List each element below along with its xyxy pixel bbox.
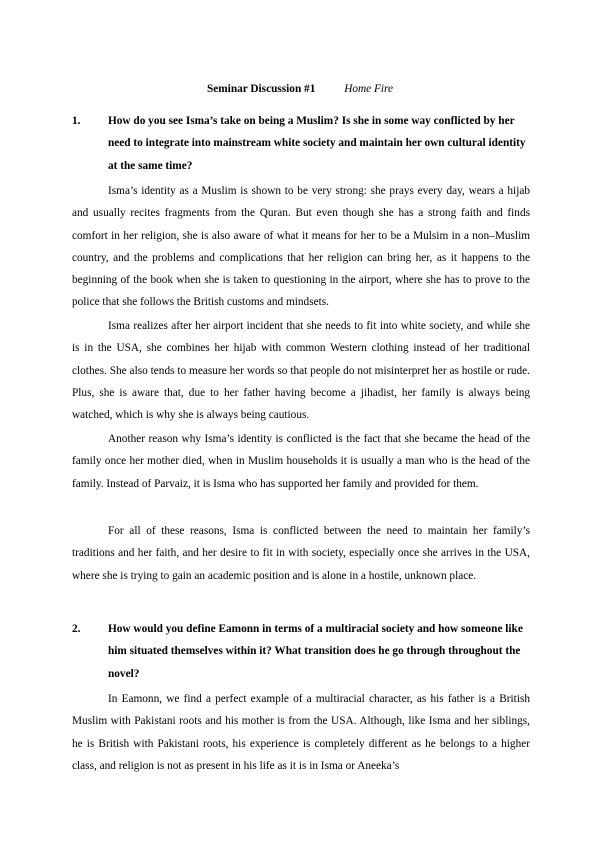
- question-number: 2.: [72, 623, 81, 635]
- seminar-title: Seminar Discussion #1: [206, 83, 316, 95]
- answer-paragraph: Another reason why Isma’s identity is conflicted is the fact that she became the head of the family once her mother died, when in Muslim households it is usually a man who is the head of the family. Instead of Parvaiz, it is Isma who has supported her family and provided for them.: [72, 433, 530, 490]
- page-title: [0, 83, 600, 95]
- question-number: 1.: [72, 115, 81, 127]
- question-2: [72, 618, 534, 685]
- question-text: How do you see Isma’s take on being a Muslim? Is she in some way conflicted by her need to integrate into mainstream white society and maintain her own cultural identity at the same time?: [108, 115, 526, 172]
- answer-paragraph: Isma’s identity as a Muslim is shown to be very strong: she prays every day, wears a hijab and usually recites fragments from the Quran. But even though she has a strong faith and finds comfort in her religion, she is also aware of what it means for her to be a Mulsim in a non–Muslim country, and the problems and complications that her religion can bring her, as it happens to the beginning of the book when she is taken to questioning in the airport, where she has to prove to the police that she follows the British customs and mindsets.: [72, 185, 530, 309]
- answer-paragraph: In Eamonn, we find a perfect example of a multiracial character, as his father is a British Muslim with Pakistani roots and his mother is from the USA. Although, like Isma and her siblings, he is British with Pakistani roots, his experience is completely different as he belongs to a higher class, and religion is not as present in his life as it is in Isma or Aneeka’s: [72, 693, 530, 772]
- question-1: [72, 110, 534, 177]
- answer-paragraph: For all of these reasons, Isma is conflicted between the need to maintain her family’s traditions and her faith, and her desire to fit in with society, especially once she arrives in the USA, where she is trying to gain an academic position and is alone in a hostile, unknown place.: [72, 525, 530, 582]
- book-title: Home Fire: [344, 83, 394, 95]
- question-text: How would you define Eamonn in terms of a multiracial society and how someone like him situated themselves within it? What transition does he go through throughout the novel?: [108, 623, 523, 680]
- answer-paragraph: Isma realizes after her airport incident that she needs to fit into white society, and while she is in the USA, she combines her hijab with common Western clothing instead of her traditional clothes. She also tends to measure her words so that people do not misinterpret her as hostile or rude. Plus, she is aware that, due to her father having become a jihadist, her family is always being watched, which is why she is always being cautious.: [72, 320, 530, 422]
